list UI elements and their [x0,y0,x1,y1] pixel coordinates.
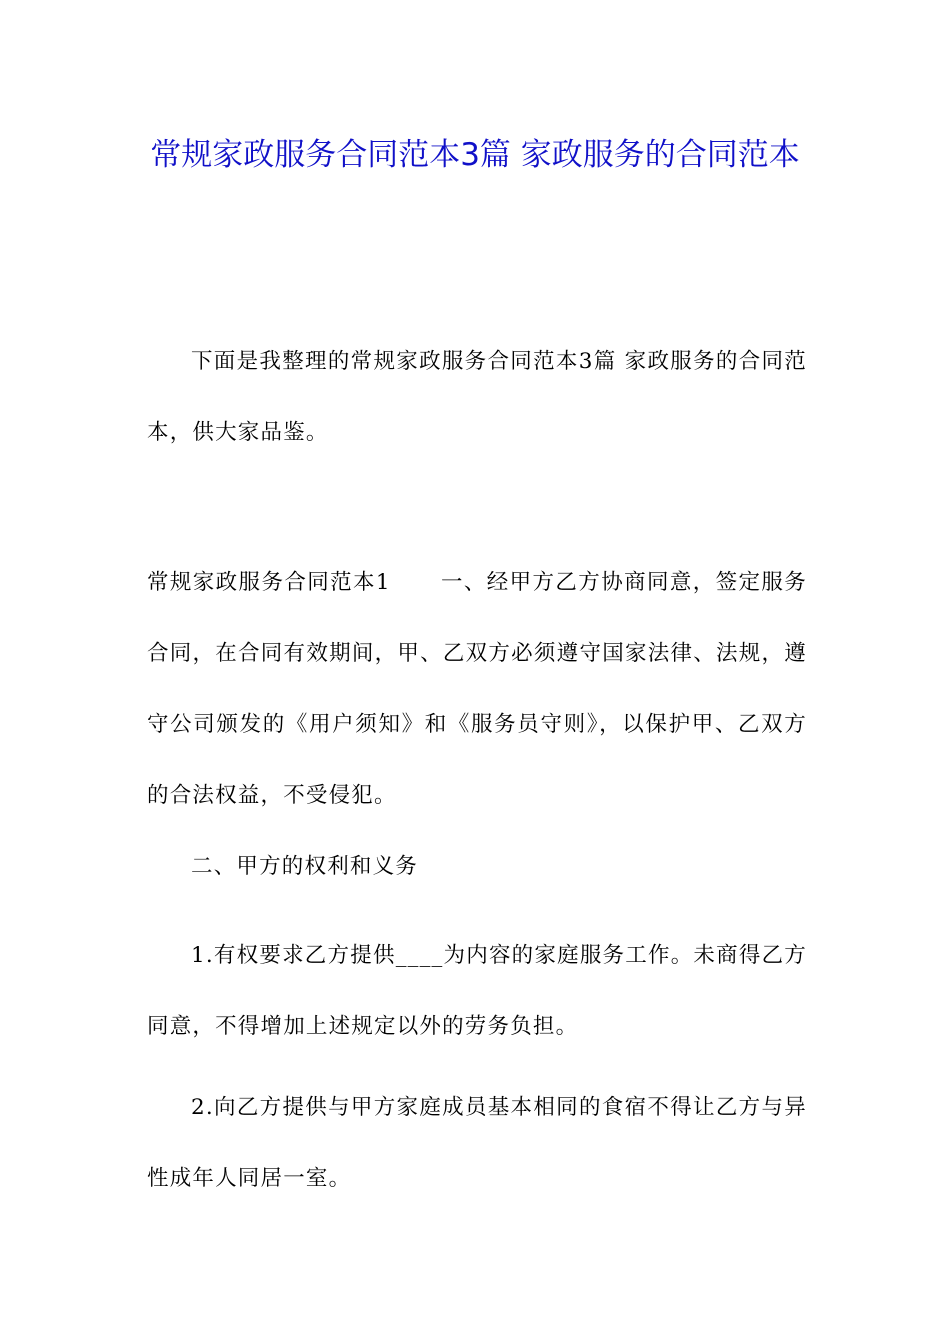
item-1-paragraph [147,920,807,1062]
section-heading: 常规家政服务合同范本1 [147,570,391,595]
item-1-after: 为内容的家庭服务工作。未商得乙方同意，不得增加上述规定以外的劳务负担。 [147,943,808,1039]
intro-paragraph: 下面是我整理的常规家政服务合同范本3篇 家政服务的合同范本，供大家品鉴。 [147,349,807,445]
document-title: 常规家政服务合同范本3篇 家政服务的合同范本 [150,137,800,173]
item-1-before: 1.有权要求乙方提供 [191,943,396,968]
clause-2-heading: 二、甲方的权利和义务 [191,854,419,879]
clause-1-text: 一、经甲方乙方协商同意，签定服务合同，在合同有效期间，甲、乙双方必须遵守国家法律、法规，遵守公司颁发的《用户须知》和《服务员守则》，以保护甲、乙双方的合法权益，不受侵犯。 [147,570,808,808]
clause-1-paragraph [147,547,807,831]
item-1-blank: ____ [395,943,444,968]
item-2-paragraph: 2.向乙方提供与甲方家庭成员基本相同的食宿不得让乙方与异性成年人同居一室。 [147,1095,807,1191]
